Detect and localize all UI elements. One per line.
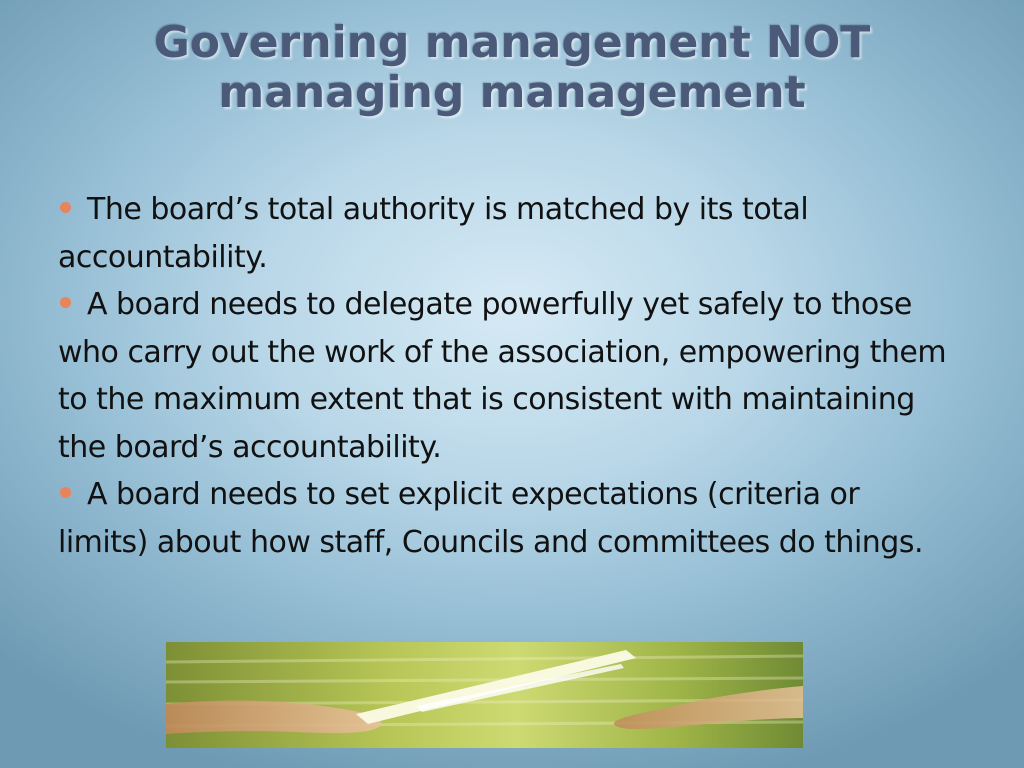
baton-handoff-illustration [166,642,803,748]
bullet-item [58,186,958,281]
slide-title [60,18,964,118]
slide-title-line-2: managing management [218,67,806,118]
bullet-item [58,281,958,471]
bullet-dot-icon [60,487,71,498]
bullet-list [58,186,958,566]
bullet-text: A board needs to set explicit expectations (criteria or limits) about how staff, Councils and committees do things. [58,477,924,560]
baton-handoff-photo [166,642,803,748]
bullet-dot-icon [60,202,71,213]
slide-title-line-1: Governing management NOT [153,17,871,68]
bullet-text: A board needs to delegate powerfully yet safely to those who carry out the work of the association, empowering them to the maximum extent that is consistent with maintaining the board’s accountability. [58,287,947,465]
bullet-text: The board’s total authority is matched by its total accountability. [58,192,809,275]
bullet-dot-icon [60,297,71,308]
bullet-item [58,471,958,566]
